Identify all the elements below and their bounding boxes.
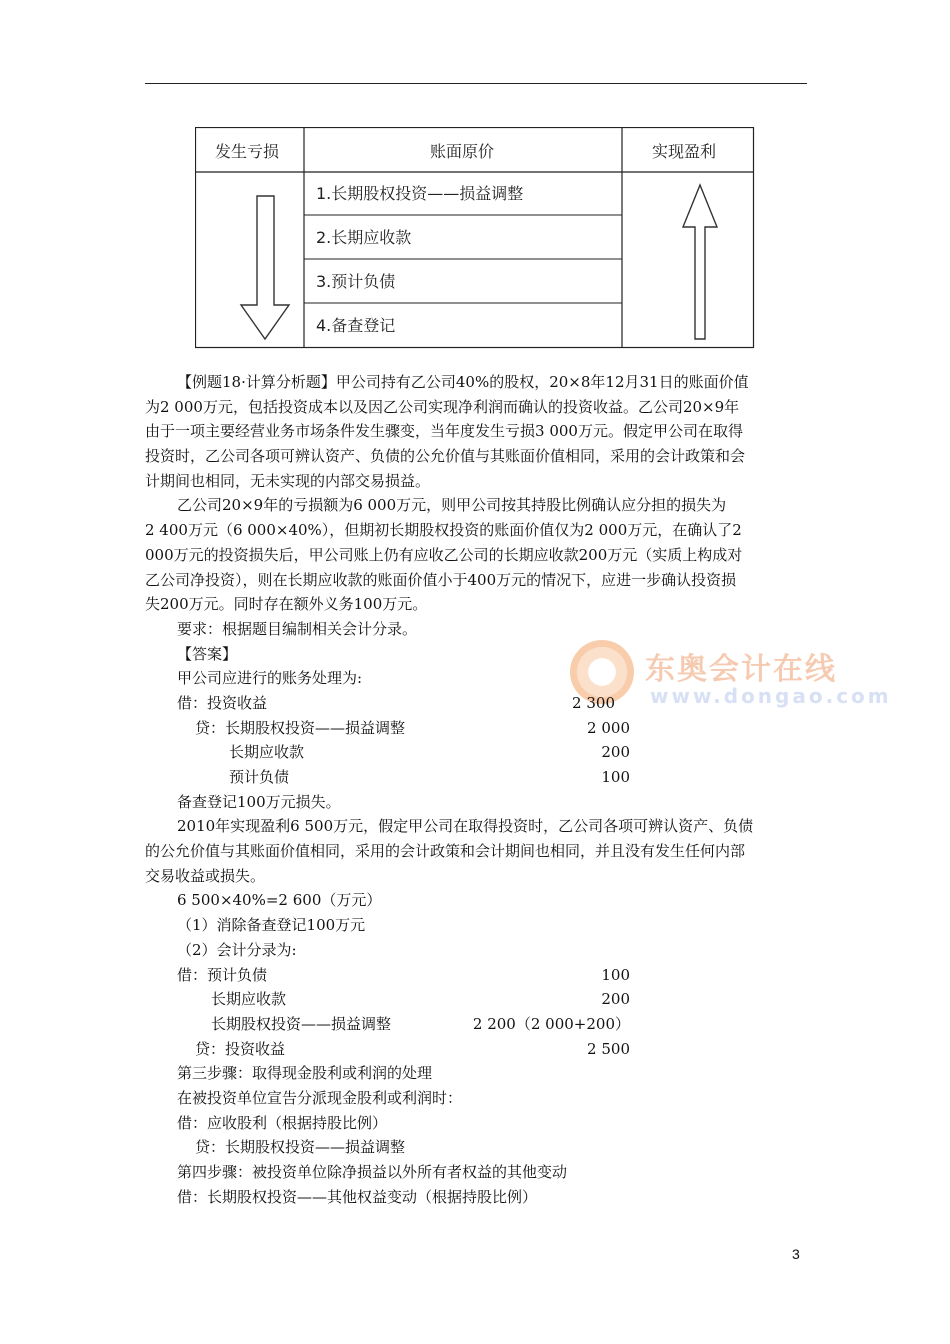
entry1-credit1	[145, 716, 810, 741]
header-rule	[145, 83, 807, 84]
page-number: 3	[792, 1246, 800, 1262]
entry1-credit1-amount: 2 000	[587, 718, 630, 737]
entry2-debit3-amount: 2 200（2 000+200）	[472, 1014, 630, 1033]
up-arrow-icon	[683, 185, 717, 339]
para1-line: 为2 000万元，包括投资成本以及因乙公司实现净利润而确认的投资收益。乙公司20×9年	[145, 397, 740, 416]
entry2-debit2-account: 长期应收款	[211, 990, 287, 1009]
para2-line: 000万元的投资损失后，甲公司账上仍有应收乙公司的长期应收款200万元（实质上构成对	[145, 545, 743, 564]
entry2-debit2-amount: 200	[601, 990, 630, 1009]
para2-line: 乙公司20×9年的亏损额为6 000万元，则甲公司按其持股比例确认应分担的损失为	[177, 496, 727, 515]
entry2-debit1-account: 借：预计负债	[177, 965, 268, 984]
step1: （1）消除备查登记100万元	[177, 916, 366, 935]
step2: （2）会计分录为:	[177, 940, 297, 959]
watermark-url: www.dongao.com	[650, 684, 892, 708]
entry2-debit2	[145, 987, 810, 1012]
entry1-debit	[145, 691, 810, 716]
entry1-debit-amount: 2 300	[572, 693, 615, 712]
entry1-credit2	[145, 740, 810, 765]
down-arrow-icon	[241, 196, 289, 339]
para1-line: 由于一项主要经营业务市场条件发生骤变，当年度发生亏损3 000万元。假定甲公司在取得	[145, 422, 743, 441]
entry2-credit-amount: 2 500	[587, 1039, 630, 1058]
entry1-credit3-amount: 100	[601, 768, 630, 786]
para2-line: 2 400万元（6 000×40%），但期初长期股权投资的账面价值仅为2 000万元，在确认了2	[145, 521, 742, 540]
calc: 6 500×40%=2 600（万元）	[177, 891, 382, 910]
header-profit: 实现盈利	[652, 142, 717, 161]
entry2-debit1-amount: 100	[601, 965, 630, 984]
entry4-debit: 借：长期股权投资——其他权益变动（根据持股比例）	[177, 1187, 538, 1206]
step3-title: 第三步骤：取得现金股利或利润的处理	[177, 1064, 433, 1083]
requirement: 要求：根据题目编制相关会计分录。	[177, 619, 418, 638]
step3-text: 在被投资单位宣告分派现金股利或利润时：	[177, 1088, 463, 1107]
loss-profit-diagram	[195, 127, 755, 349]
entry3-credit: 贷：长期股权投资——损益调整	[195, 1138, 406, 1157]
diagram-row-1: 1.长期股权投资——损益调整	[316, 184, 524, 203]
diagram-row-4: 4.备查登记	[316, 316, 396, 335]
entry2-credit	[145, 1037, 810, 1062]
header-loss: 发生亏损	[215, 142, 280, 161]
diagram-row-2: 2.长期应收款	[316, 228, 412, 247]
entry1-debit-account: 借：投资收益	[177, 693, 268, 712]
entry1-credit3-account: 预计负债	[229, 768, 290, 786]
para1-line: 【例题18·计算分析题】甲公司持有乙公司40%的股权，20×8年12月31日的账面价值	[177, 373, 749, 391]
para1-line: 计期间也相同，无未实现的内部交易损益。	[145, 471, 431, 490]
diagram-row-3: 3.预计负债	[316, 272, 396, 291]
entry2-debit3	[145, 1012, 810, 1037]
entry3-debit: 借：应收股利（根据持股比例）	[177, 1113, 388, 1132]
para1-line: 投资时，乙公司各项可辨认资产、负债的公允价值与其账面价值相同，采用的会计政策和会	[145, 447, 746, 466]
answer-intro: 甲公司应进行的账务处理为:	[177, 669, 363, 688]
watermark-cn: 东奥会计在线	[645, 652, 837, 687]
para3-line: 2010年实现盈利6 500万元，假定甲公司在取得投资时，乙公司各项可辨认资产、负债	[177, 817, 754, 836]
entry1-credit3	[145, 765, 810, 790]
memo: 备查登记100万元损失。	[177, 792, 341, 811]
para3-line: 的公允价值与其账面价值相同，采用的会计政策和会计期间也相同，并且没有发生任何内部	[145, 842, 746, 861]
answer-label: 【答案】	[177, 644, 238, 663]
para2-line: 乙公司净投资），则在长期应收款的账面价值小于400万元的情况下，应进一步确认投资损	[145, 570, 737, 589]
entry1-credit2-amount: 200	[601, 743, 630, 762]
document-body	[145, 370, 810, 1209]
para3-line: 交易收益或损失。	[145, 866, 266, 885]
para2-line: 失200万元。同时存在额外义务100万元。	[145, 595, 428, 614]
entry2-debit3-account: 长期股权投资——损益调整	[211, 1014, 392, 1033]
entry2-debit1	[145, 963, 810, 988]
entry2-credit-account: 贷：投资收益	[195, 1039, 286, 1058]
entry1-credit1-account: 贷：长期股权投资——损益调整	[195, 718, 406, 737]
header-book-value: 账面原价	[430, 142, 495, 161]
entry1-credit2-account: 长期应收款	[229, 743, 305, 762]
step4-title: 第四步骤：被投资单位除净损益以外所有者权益的其他变动	[177, 1163, 568, 1181]
